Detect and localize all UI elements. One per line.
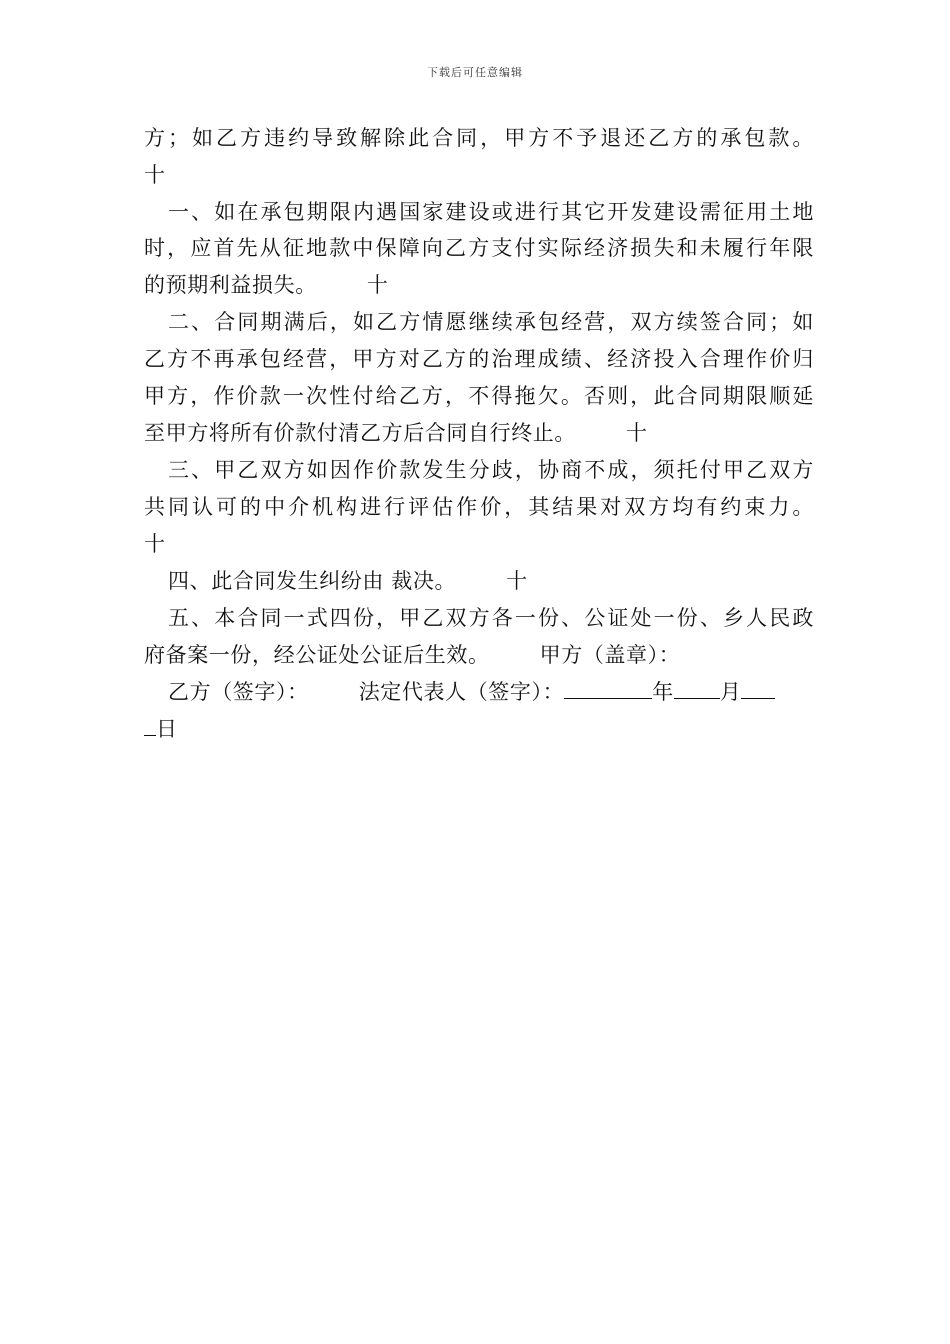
clause-14-text: 四、此合同发生纠纷由 裁决。 xyxy=(168,569,457,593)
month-label: 月 xyxy=(719,680,742,704)
signature-line xyxy=(168,675,814,709)
clause-13-line-2: 共同认可的中介机构进行评估作价，其结果对双方均有约束力。 xyxy=(144,495,814,519)
section-mark: 十 xyxy=(626,421,648,445)
party-a-seal-label: 甲方（盖章）： xyxy=(539,643,681,667)
legal-representative-label: 法定代表人（签字）： xyxy=(358,680,565,704)
clause-11-line-2: 时，应首先从征地款中保障向乙方支付实际经济损失和未履行年限 xyxy=(144,236,814,260)
clause-12-line-1: 二、合同期满后，如乙方情愿继续承包经营，双方续签合同；如 xyxy=(168,310,814,334)
signature-blank[interactable] xyxy=(564,676,652,699)
section-mark: 十 xyxy=(144,532,166,556)
section-mark: 十 xyxy=(144,163,166,187)
clause-15-line-2 xyxy=(144,638,814,672)
year-label: 年 xyxy=(652,680,674,704)
day-blank-continuation[interactable] xyxy=(144,713,156,736)
clause-12-line-4 xyxy=(144,416,814,450)
clause-15-line-1: 五、本合同一式四份，甲乙双方各一份、公证处一份、乡人民政 xyxy=(168,606,814,630)
date-line xyxy=(144,712,814,746)
page-header: 下载后可任意编辑 xyxy=(427,66,523,79)
day-label: 日 xyxy=(156,717,178,741)
clause-12-text: 至甲方将所有价款付清乙方后合同自行终止。 xyxy=(144,421,576,445)
day-blank[interactable] xyxy=(741,676,775,699)
party-b-signature-label: 乙方（签字）： xyxy=(168,680,309,704)
clause-11-text: 的预期利益损失。 xyxy=(144,273,317,297)
month-blank[interactable] xyxy=(674,676,720,699)
contract-line-1: 方；如乙方违约导致解除此合同，甲方不予退还乙方的承包款。 xyxy=(144,126,814,150)
clause-12-line-3: 甲方，作价款一次性付给乙方，不得拖欠。否则，此合同期限顺延 xyxy=(144,384,814,408)
clause-14-line-1 xyxy=(168,564,814,598)
clause-13-line-1: 三、甲乙双方如因作价款发生分歧，协商不成，须托付甲乙双方 xyxy=(168,458,814,482)
section-mark: 十 xyxy=(506,569,528,593)
clause-15-text: 府备案一份，经公证处公证后生效。 xyxy=(144,643,490,667)
clause-12-line-2: 乙方不再承包经营，甲方对乙方的治理成绩、经济投入合理作价归 xyxy=(144,347,814,371)
clause-11-line-1: 一、如在承包期限内遇国家建设或进行其它开发建设需征用土地 xyxy=(168,200,814,224)
clause-11-line-3 xyxy=(144,268,814,302)
section-mark: 十 xyxy=(366,273,389,297)
